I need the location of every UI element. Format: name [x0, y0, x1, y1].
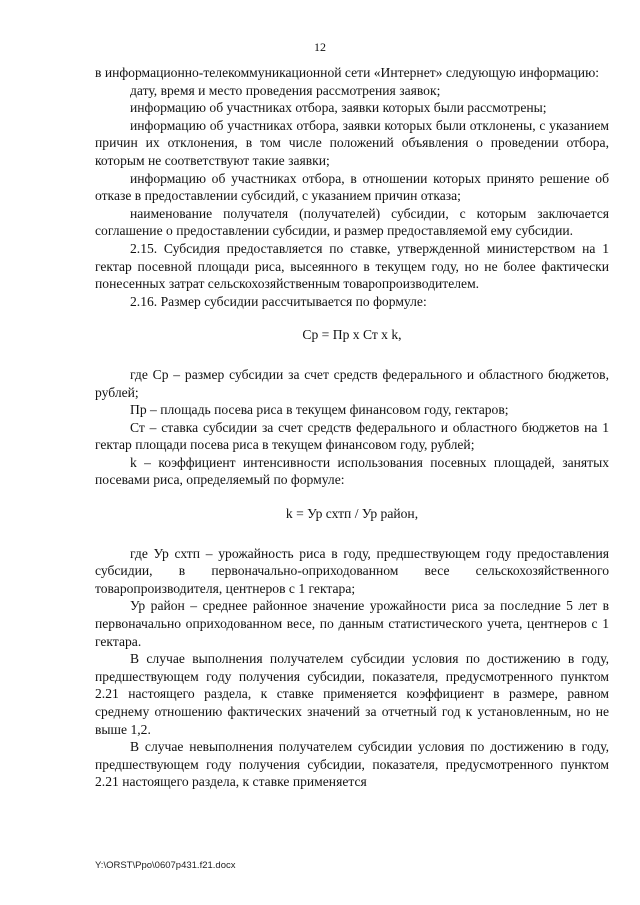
- document-body: [95, 64, 609, 791]
- list-item: информацию об участниках отбора, заявки которых были рассмотрены;: [130, 100, 547, 116]
- list-item: информацию об участниках отбора, заявки которых были отклонены, с указанием причин их отклонения, в том числе положений объявления о проведении отбора, которым не соответствуют такие заявки;: [95, 117, 609, 168]
- footer-file-path: Y:\ORST\Ppo\0607p431.f21.docx: [95, 860, 236, 871]
- list-item: информацию об участниках отбора, в отношении которых принято решение об отказе в предоставлении субсидий, с указанием причин отказа;: [95, 170, 609, 204]
- clause-2-15: 2.15. Субсидия предоставляется по ставке, утвержденной министерством на 1 гектар посевной площади риса, высеянного в текущем году, но не более фактически понесенных затрат сельскохозяйственным товаропроизводителем.: [95, 240, 609, 292]
- definition-pr: Пр – площадь посева риса в текущем финансовом году, гектаров;: [130, 402, 509, 418]
- definition-k: k – коэффициент интенсивности использования посевных площадей, занятых посевами риса, определяемый по формуле:: [95, 454, 609, 488]
- list-item: дату, время и место проведения рассмотрения заявок;: [130, 82, 441, 98]
- subsidy-formula: Ср = Пр х Ст х k,: [302, 327, 402, 343]
- coefficient-formula: k = Ур схтп / Ур район,: [285, 506, 419, 522]
- definition-ur-skhtp: где Ур схтп – урожайность риса в году, предшествующем году предоставления субсидии, в первоначально-оприходованном весе сельскохозяйственного товаропроизводителя, центнеров с 1 гектара;: [95, 545, 609, 596]
- definition-ur-raion: Ур район – среднее районное значение урожайности риса за последние 5 лет в первоначально оприходованном весе, по данным статистического учета, центнеров с 1 гектара.: [95, 598, 609, 649]
- paragraph-fulfillment: В случае выполнения получателем субсидии условия по достижению в году, предшествующем году получения субсидии, показателя, предусмотренного пунктом 2.21 настоящего раздела, к ставке применяется коэффициент в размере, равном среднему отношению фактических значений за отчетный год к установленным, но не выше 1,2.: [95, 651, 609, 737]
- paragraph-intro: в информационно-телекоммуникационной сети «Интернет» следующую информацию:: [95, 65, 599, 80]
- list-item: наименование получателя (получателей) субсидии, с которым заключается соглашение о предоставлении субсидии, и размер предоставляемой ему субсидии.: [95, 205, 609, 239]
- definition-cp: где Ср – размер субсидии за счет средств федерального и областного бюджетов, рублей;: [95, 366, 609, 400]
- page-number: 12: [314, 40, 326, 54]
- definition-st: Ст – ставка субсидии за счет средств федерального и областного бюджетов на 1 гектар площади посева риса в текущем финансовом году, рублей;: [95, 419, 609, 453]
- clause-2-16: 2.16. Размер субсидии рассчитывается по формуле:: [130, 293, 427, 309]
- paragraph-nonfulfillment: В случае невыполнения получателем субсидии условия по достижению в году, предшествующем году получения субсидии, показателя, предусмотренного пунктом 2.21 настоящего раздела, к ставке применяется: [95, 739, 609, 790]
